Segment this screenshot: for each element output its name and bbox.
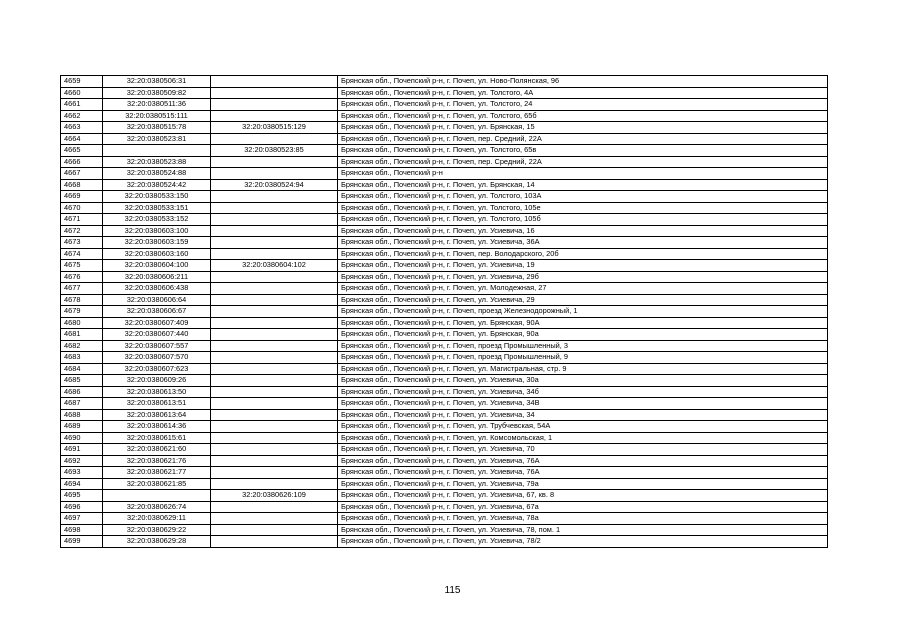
related-cadastral-number-cell [211, 329, 338, 341]
row-number-cell: 4667 [61, 168, 103, 180]
cadastral-number-cell: 32:20:0380515:78 [103, 122, 211, 134]
address-cell: Брянская обл., Почепский р-н, г. Почеп, пер. Средний, 22А [338, 133, 828, 145]
table-row [61, 524, 828, 536]
row-number-cell: 4666 [61, 156, 103, 168]
table-row [61, 455, 828, 467]
row-number-cell: 4679 [61, 306, 103, 318]
cadastral-number-cell: 32:20:0380614:36 [103, 421, 211, 433]
related-cadastral-number-cell [211, 524, 338, 536]
row-number-cell: 4690 [61, 432, 103, 444]
related-cadastral-number-cell [211, 283, 338, 295]
table-body [61, 76, 828, 548]
cadastral-number-cell: 32:20:0380629:28 [103, 536, 211, 548]
address-cell: Брянская обл., Почепский р-н, г. Почеп, ул. Ново-Полянская, 96 [338, 76, 828, 88]
related-cadastral-number-cell [211, 168, 338, 180]
cadastral-number-cell: 32:20:0380515:111 [103, 110, 211, 122]
table-row [61, 375, 828, 387]
related-cadastral-number-cell [211, 156, 338, 168]
row-number-cell: 4668 [61, 179, 103, 191]
row-number-cell: 4674 [61, 248, 103, 260]
table-row [61, 156, 828, 168]
related-cadastral-number-cell [211, 87, 338, 99]
row-number-cell: 4663 [61, 122, 103, 134]
address-cell: Брянская обл., Почепский р-н, г. Почеп, ул. Усиевича, 34 [338, 409, 828, 421]
cadastral-number-cell: 32:20:0380606:211 [103, 271, 211, 283]
related-cadastral-number-cell [211, 409, 338, 421]
cadastral-number-cell: 32:20:0380533:150 [103, 191, 211, 203]
cadastral-number-cell: 32:20:0380524:42 [103, 179, 211, 191]
address-cell: Брянская обл., Почепский р-н, г. Почеп, ул. Брянская, 15 [338, 122, 828, 134]
cadastral-number-cell: 32:20:0380609:26 [103, 375, 211, 387]
address-cell: Брянская обл., Почепский р-н, г. Почеп, ул. Усиевича, 16 [338, 225, 828, 237]
table-row [61, 444, 828, 456]
table-row [61, 145, 828, 157]
table-row [61, 421, 828, 433]
related-cadastral-number-cell: 32:20:0380523:85 [211, 145, 338, 157]
cadastral-number-cell: 32:20:0380524:88 [103, 168, 211, 180]
address-cell: Брянская обл., Почепский р-н, г. Почеп, ул. Усиевича, 30а [338, 375, 828, 387]
table-row [61, 214, 828, 226]
row-number-cell: 4660 [61, 87, 103, 99]
address-cell: Брянская обл., Почепский р-н, г. Почеп, ул. Усиевича, 29 [338, 294, 828, 306]
address-cell: Брянская обл., Почепский р-н, г. Почеп, ул. Усиевича, 78а [338, 513, 828, 525]
address-cell: Брянская обл., Почепский р-н, г. Почеп, ул. Магистральная, стр. 9 [338, 363, 828, 375]
table-row [61, 260, 828, 272]
table-row [61, 179, 828, 191]
cadastral-number-cell: 32:20:0380606:64 [103, 294, 211, 306]
cadastral-number-cell: 32:20:0380603:159 [103, 237, 211, 249]
row-number-cell: 4675 [61, 260, 103, 272]
table-row [61, 306, 828, 318]
row-number-cell: 4672 [61, 225, 103, 237]
address-cell: Брянская обл., Почепский р-н, г. Почеп, ул. Усиевича, 76А [338, 455, 828, 467]
related-cadastral-number-cell: 32:20:0380604:102 [211, 260, 338, 272]
cadastral-number-cell: 32:20:0380621:76 [103, 455, 211, 467]
address-cell: Брянская обл., Почепский р-н, г. Почеп, ул. Усиевича, 29б [338, 271, 828, 283]
address-cell: Брянская обл., Почепский р-н, г. Почеп, ул. Толстого, 65в [338, 145, 828, 157]
address-cell: Брянская обл., Почепский р-н, г. Почеп, ул. Усиевича, 19 [338, 260, 828, 272]
row-number-cell: 4694 [61, 478, 103, 490]
table-row [61, 329, 828, 341]
related-cadastral-number-cell [211, 432, 338, 444]
related-cadastral-number-cell [211, 225, 338, 237]
related-cadastral-number-cell [211, 340, 338, 352]
table-row [61, 490, 828, 502]
related-cadastral-number-cell [211, 363, 338, 375]
address-cell: Брянская обл., Почепский р-н, г. Почеп, проезд Промышленный, 9 [338, 352, 828, 364]
cadastral-number-cell: 32:20:0380607:557 [103, 340, 211, 352]
address-cell: Брянская обл., Почепский р-н, г. Почеп, ул. Брянская, 14 [338, 179, 828, 191]
related-cadastral-number-cell [211, 237, 338, 249]
table-row [61, 168, 828, 180]
table-row [61, 271, 828, 283]
table-row [61, 501, 828, 513]
table-row [61, 294, 828, 306]
related-cadastral-number-cell [211, 191, 338, 203]
address-cell: Брянская обл., Почепский р-н, г. Почеп, проезд Железнодорожный, 1 [338, 306, 828, 318]
related-cadastral-number-cell [211, 76, 338, 88]
cadastral-number-cell: 32:20:0380629:11 [103, 513, 211, 525]
table-row [61, 467, 828, 479]
cadastral-number-cell: 32:20:0380607:570 [103, 352, 211, 364]
cadastral-number-cell: 32:20:0380606:67 [103, 306, 211, 318]
row-number-cell: 4688 [61, 409, 103, 421]
row-number-cell: 4680 [61, 317, 103, 329]
address-cell: Брянская обл., Почепский р-н, г. Почеп, ул. Комсомольская, 1 [338, 432, 828, 444]
row-number-cell: 4671 [61, 214, 103, 226]
cadastral-number-cell: 32:20:0380606:438 [103, 283, 211, 295]
cadastral-number-cell: 32:20:0380603:100 [103, 225, 211, 237]
address-cell: Брянская обл., Почепский р-н, г. Почеп, пер. Средний, 22А [338, 156, 828, 168]
row-number-cell: 4686 [61, 386, 103, 398]
row-number-cell: 4659 [61, 76, 103, 88]
row-number-cell: 4698 [61, 524, 103, 536]
cadastral-number-cell: 32:20:0380613:50 [103, 386, 211, 398]
address-cell: Брянская обл., Почепский р-н, г. Почеп, ул. Толстого, 103А [338, 191, 828, 203]
cadastral-number-cell: 32:20:0380621:60 [103, 444, 211, 456]
related-cadastral-number-cell [211, 294, 338, 306]
address-cell: Брянская обл., Почепский р-н, г. Почеп, проезд Промышленный, 3 [338, 340, 828, 352]
cadastral-number-cell: 32:20:0380511:36 [103, 99, 211, 111]
row-number-cell: 4685 [61, 375, 103, 387]
address-cell: Брянская обл., Почепский р-н, г. Почеп, ул. Толстого, 105б [338, 214, 828, 226]
table-row [61, 536, 828, 548]
row-number-cell: 4677 [61, 283, 103, 295]
row-number-cell: 4696 [61, 501, 103, 513]
related-cadastral-number-cell: 32:20:0380524:94 [211, 179, 338, 191]
address-cell: Брянская обл., Почепский р-н, г. Почеп, ул. Толстого, 105е [338, 202, 828, 214]
address-cell: Брянская обл., Почепский р-н [338, 168, 828, 180]
row-number-cell: 4664 [61, 133, 103, 145]
row-number-cell: 4689 [61, 421, 103, 433]
address-cell: Брянская обл., Почепский р-н, г. Почеп, ул. Усиевича, 36А [338, 237, 828, 249]
cadastral-number-cell: 32:20:0380607:409 [103, 317, 211, 329]
table-row [61, 478, 828, 490]
related-cadastral-number-cell: 32:20:0380626:109 [211, 490, 338, 502]
related-cadastral-number-cell [211, 248, 338, 260]
related-cadastral-number-cell [211, 536, 338, 548]
related-cadastral-number-cell [211, 202, 338, 214]
address-cell: Брянская обл., Почепский р-н, г. Почеп, ул. Брянская, 90а [338, 329, 828, 341]
related-cadastral-number-cell [211, 214, 338, 226]
table-row [61, 283, 828, 295]
table-row [61, 237, 828, 249]
address-cell: Брянская обл., Почепский р-н, г. Почеп, ул. Толстого, 65б [338, 110, 828, 122]
cadastral-number-cell: 32:20:0380621:85 [103, 478, 211, 490]
table-row [61, 386, 828, 398]
table-row [61, 133, 828, 145]
cadastral-number-cell [103, 490, 211, 502]
row-number-cell: 4695 [61, 490, 103, 502]
row-number-cell: 4673 [61, 237, 103, 249]
related-cadastral-number-cell [211, 386, 338, 398]
row-number-cell: 4687 [61, 398, 103, 410]
cadastral-number-cell: 32:20:0380613:51 [103, 398, 211, 410]
cadastral-number-cell: 32:20:0380509:82 [103, 87, 211, 99]
related-cadastral-number-cell [211, 455, 338, 467]
cadastral-number-cell: 32:20:0380615:61 [103, 432, 211, 444]
address-cell: Брянская обл., Почепский р-н, г. Почеп, ул. Толстого, 24 [338, 99, 828, 111]
cadastral-number-cell: 32:20:0380523:88 [103, 156, 211, 168]
row-number-cell: 4692 [61, 455, 103, 467]
row-number-cell: 4693 [61, 467, 103, 479]
related-cadastral-number-cell [211, 513, 338, 525]
cadastral-number-cell: 32:20:0380621:77 [103, 467, 211, 479]
row-number-cell: 4681 [61, 329, 103, 341]
address-cell: Брянская обл., Почепский р-н, г. Почеп, ул. Брянская, 90А [338, 317, 828, 329]
cadastral-number-cell: 32:20:0380506:31 [103, 76, 211, 88]
table-row [61, 191, 828, 203]
row-number-cell: 4662 [61, 110, 103, 122]
address-cell: Брянская обл., Почепский р-н, г. Почеп, ул. Усиевича, 76А [338, 467, 828, 479]
table-row [61, 409, 828, 421]
cadastral-number-cell: 32:20:0380626:74 [103, 501, 211, 513]
row-number-cell: 4682 [61, 340, 103, 352]
related-cadastral-number-cell [211, 352, 338, 364]
cadastral-number-cell: 32:20:0380629:22 [103, 524, 211, 536]
address-cell: Брянская обл., Почепский р-н, г. Почеп, ул. Усиевича, 34б [338, 386, 828, 398]
row-number-cell: 4691 [61, 444, 103, 456]
table-row [61, 352, 828, 364]
related-cadastral-number-cell [211, 467, 338, 479]
address-cell: Брянская обл., Почепский р-н, г. Почеп, ул. Толстого, 4А [338, 87, 828, 99]
address-cell: Брянская обл., Почепский р-н, г. Почеп, ул. Усиевича, 70 [338, 444, 828, 456]
related-cadastral-number-cell [211, 501, 338, 513]
cadastral-table [60, 75, 828, 548]
cadastral-number-cell: 32:20:0380603:160 [103, 248, 211, 260]
address-cell: Брянская обл., Почепский р-н, г. Почеп, ул. Усиевича, 78/2 [338, 536, 828, 548]
related-cadastral-number-cell [211, 271, 338, 283]
address-cell: Брянская обл., Почепский р-н, г. Почеп, ул. Усиевича, 34В [338, 398, 828, 410]
row-number-cell: 4670 [61, 202, 103, 214]
cadastral-number-cell: 32:20:0380604:100 [103, 260, 211, 272]
related-cadastral-number-cell [211, 110, 338, 122]
row-number-cell: 4665 [61, 145, 103, 157]
cadastral-number-cell: 32:20:0380607:440 [103, 329, 211, 341]
address-cell: Брянская обл., Почепский р-н, г. Почеп, ул. Усиевича, 67, кв. 8 [338, 490, 828, 502]
cadastral-number-cell: 32:20:0380613:64 [103, 409, 211, 421]
cadastral-number-cell: 32:20:0380607:623 [103, 363, 211, 375]
table-row [61, 110, 828, 122]
cadastral-number-cell: 32:20:0380533:152 [103, 214, 211, 226]
related-cadastral-number-cell: 32:20:0380515:129 [211, 122, 338, 134]
table-row [61, 99, 828, 111]
row-number-cell: 4697 [61, 513, 103, 525]
related-cadastral-number-cell [211, 133, 338, 145]
related-cadastral-number-cell [211, 398, 338, 410]
related-cadastral-number-cell [211, 306, 338, 318]
row-number-cell: 4684 [61, 363, 103, 375]
row-number-cell: 4676 [61, 271, 103, 283]
related-cadastral-number-cell [211, 317, 338, 329]
table-row [61, 340, 828, 352]
table-row [61, 432, 828, 444]
related-cadastral-number-cell [211, 444, 338, 456]
cadastral-number-cell [103, 145, 211, 157]
cadastral-number-cell: 32:20:0380523:81 [103, 133, 211, 145]
related-cadastral-number-cell [211, 421, 338, 433]
table-row [61, 317, 828, 329]
row-number-cell: 4661 [61, 99, 103, 111]
table-row [61, 248, 828, 260]
table-row [61, 363, 828, 375]
address-cell: Брянская обл., Почепский р-н, г. Почеп, ул. Усиевича, 67а [338, 501, 828, 513]
row-number-cell: 4683 [61, 352, 103, 364]
row-number-cell: 4699 [61, 536, 103, 548]
address-cell: Брянская обл., Почепский р-н, г. Почеп, ул. Молодежная, 27 [338, 283, 828, 295]
related-cadastral-number-cell [211, 375, 338, 387]
address-cell: Брянская обл., Почепский р-н, г. Почеп, пер. Володарского, 20б [338, 248, 828, 260]
table-row [61, 76, 828, 88]
table-row [61, 202, 828, 214]
address-cell: Брянская обл., Почепский р-н, г. Почеп, ул. Трубчевская, 54А [338, 421, 828, 433]
cadastral-number-cell: 32:20:0380533:151 [103, 202, 211, 214]
address-cell: Брянская обл., Почепский р-н, г. Почеп, ул. Усиевича, 78, пом. 1 [338, 524, 828, 536]
table-row [61, 225, 828, 237]
table-row [61, 122, 828, 134]
table-row [61, 398, 828, 410]
page-number: 115 [444, 585, 461, 596]
table-row [61, 87, 828, 99]
related-cadastral-number-cell [211, 99, 338, 111]
row-number-cell: 4678 [61, 294, 103, 306]
address-cell: Брянская обл., Почепский р-н, г. Почеп, ул. Усиевича, 79а [338, 478, 828, 490]
table-row [61, 513, 828, 525]
row-number-cell: 4669 [61, 191, 103, 203]
related-cadastral-number-cell [211, 478, 338, 490]
